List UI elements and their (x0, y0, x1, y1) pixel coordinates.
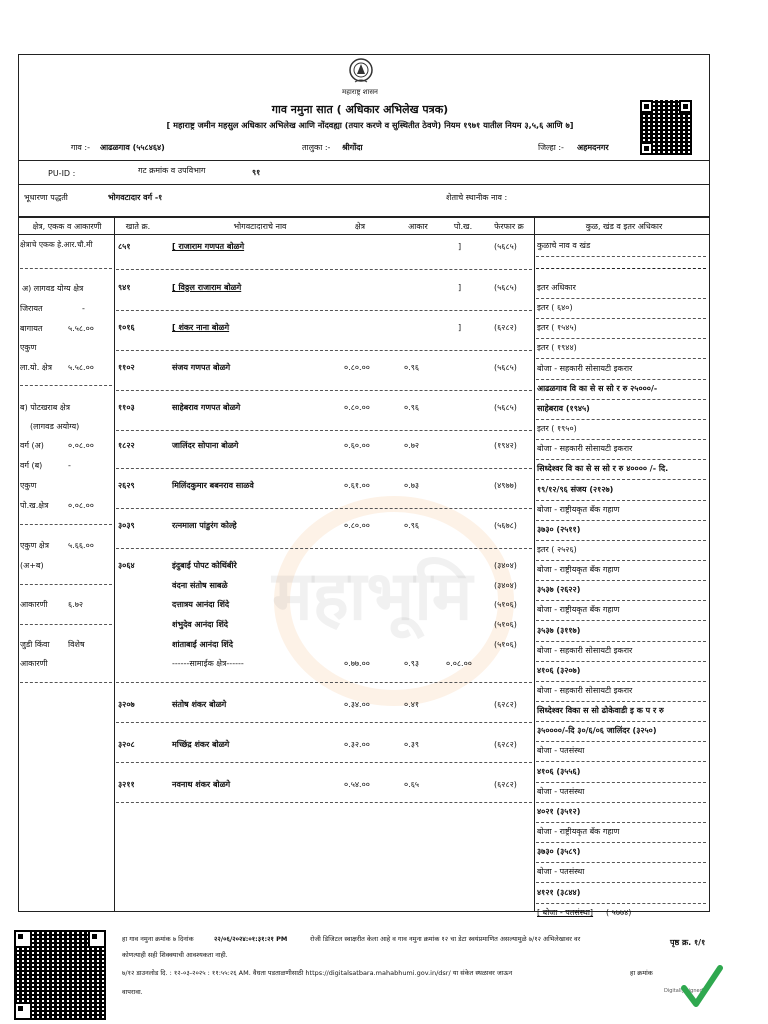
rights-entry: १९/१२/९६ संजय (२१२७) (537, 484, 614, 494)
pokh-value: ] (458, 242, 462, 251)
mutation-number: (५१०६) (494, 640, 517, 649)
area-value: ०.५४.०० (344, 780, 370, 789)
khata-number: ३२११ (118, 780, 135, 789)
signed-label: Digitally signed (664, 988, 703, 994)
rights-entry: इतर अधिकार (537, 283, 576, 292)
row-divider (116, 722, 532, 723)
rights-divider (536, 842, 706, 843)
pokh-kshetra-label: पो.ख.क्षेत्र (20, 501, 49, 510)
rights-divider (536, 338, 706, 339)
rights-entry: बोजा - राष्ट्रीयकृत बँक गहाण (537, 827, 620, 837)
rights-entry: सिध्देश्वर वि का से स सो र रु ४०००० /- दि. (537, 464, 669, 474)
mutation-number: (५६८५) (494, 403, 517, 412)
owner-name: रत्नमाला पांडुरंग कोल्हे (172, 521, 237, 530)
rights-divider (536, 620, 706, 621)
rights-entry: इतर ( २५२६) (537, 544, 577, 554)
mutation-number: (६२८२) (494, 740, 517, 749)
rights-divider (536, 822, 706, 823)
potkharab-label: ब) पोटखराब क्षेत्र (20, 403, 71, 412)
rights-divider (536, 560, 706, 561)
col-area: क्षेत्र (354, 222, 366, 231)
assessment-value: ०.७३ (404, 481, 420, 490)
rights-divider (536, 500, 706, 501)
rights-divider (536, 661, 706, 662)
pu-id-label: PU-ID : (48, 169, 76, 178)
rights-entry: बोजा - राष्ट्रीयकृत बँक गहाण (537, 565, 620, 575)
rights-entry: बोजा - सहकारी सोसायटी इकरार (537, 363, 633, 373)
pokh-value: ०.०८.०० (446, 659, 472, 668)
page-number: पृष्ठ क्र. १/१ (670, 938, 706, 947)
rights-divider (536, 439, 706, 440)
rights-entry: कुळाचे नाव व खंड (537, 241, 591, 250)
khata-number: ३२०८ (118, 740, 135, 749)
ayogya-label: (लागवड अयोग्य) (30, 422, 80, 431)
rights-divider (536, 399, 706, 400)
rights-entry: बोजा - पतसंस्था (537, 746, 585, 756)
mutation-number: (१९४२) (494, 441, 517, 450)
assessment-value: ०.९६ (404, 363, 420, 372)
row-divider (116, 310, 532, 311)
owner-name: संजय गणपत बोळगे (172, 363, 231, 372)
rights-divider (536, 379, 706, 380)
village-label: गाव :- (70, 143, 90, 152)
rights-entry: बोजा - पतसंस्था (537, 786, 585, 796)
survey-number: ९१ (252, 168, 261, 177)
jirayat-value: - (82, 304, 85, 313)
khata-number: ३०६४ (118, 561, 135, 570)
rights-entry: ३५३७ (३११७) (537, 625, 581, 635)
row-divider (116, 762, 532, 763)
assessment-value: ०.७२ (404, 441, 420, 450)
mutation-number: (६२८२) (494, 700, 517, 709)
watermark-text: महाभूमि (272, 557, 473, 636)
total-value: ५.६६.०० (68, 541, 94, 550)
rights-entry: इतर ( १५४५) (537, 323, 577, 333)
akarni2-label: आकारणी (20, 659, 48, 668)
row-divider (116, 682, 532, 683)
owner-name: वंदना संतोष साबळे (172, 581, 228, 590)
unit-label: क्षेत्राचे एकक हे.आर.चौ.मी (20, 240, 93, 249)
ekun-label: एकुण (20, 343, 37, 352)
mutation-number: (५६८५) (494, 283, 517, 292)
total-label: एकुण क्षेत्र (20, 541, 50, 550)
area-value: ०.८०.०० (344, 403, 370, 412)
district-label: जिल्हा :- (538, 143, 564, 152)
area-value: ०.८०.०० (344, 521, 370, 530)
khata-number: ११०३ (118, 403, 135, 412)
mutation-number: (५१०६) (494, 620, 517, 629)
tenure-label: भूधारणा पद्धती (24, 193, 68, 202)
pokh-value: ०.०८.०० (68, 501, 94, 510)
rights-divider (536, 520, 706, 521)
rights-entry: इतर ( १९४४) (537, 343, 577, 353)
district-value: अहमदनगर (577, 143, 609, 152)
vishesh-label: विशेष (68, 640, 85, 649)
row-divider (116, 468, 532, 469)
row-divider (116, 269, 532, 270)
mutation-number: (३४०४) (494, 581, 517, 590)
row-divider (116, 350, 532, 351)
akarni-label: आकारणी (20, 600, 48, 609)
rights-entry-last-mutation: ( ५७७४) (606, 907, 632, 917)
col-area-unit: क्षेत्र, एकक व आकारणी (32, 222, 102, 231)
rights-divider (536, 741, 706, 742)
ekun2-label: एकुण (20, 481, 37, 490)
owner-name: मच्छिंद्र शंकर बोळगे (172, 740, 230, 749)
rights-entry: ४०२१ (३५१२) (537, 806, 581, 816)
assessment-value: ०.४१ (404, 700, 420, 709)
owner-name: जालिंदर सोपाना बोळगे (172, 441, 239, 450)
gov-label: महाराष्ट्र शासन (342, 88, 378, 96)
rights-divider (536, 298, 706, 299)
area-value: ०.३२.०० (344, 740, 370, 749)
col-owner: भोगवटादाराचे नाव (233, 222, 287, 231)
owner-name: शंभुदेव आनंदा शिंदे (172, 620, 229, 629)
mutation-number: (६२८२) (494, 323, 517, 332)
row-divider (116, 802, 532, 803)
rights-divider (536, 600, 706, 601)
col-khata: खाते क्र. (125, 222, 151, 231)
row-divider (116, 508, 532, 509)
mutation-number: (५१०६) (494, 600, 517, 609)
rights-entry: इतर ( १९५०) (537, 424, 577, 434)
rights-entry: बोजा - पतसंस्था (537, 867, 585, 877)
rights-divider (536, 256, 706, 257)
taluka-label: तालुका :- (302, 143, 331, 152)
owner-name: संतोष शंकर बोळगे (172, 700, 227, 709)
footer-line3-b: हा क्रमांक (630, 969, 653, 977)
rights-entry: ३५३७ (२६२२) (537, 585, 581, 595)
rights-entry: बोजा - राष्ट्रीयकृत बँक गहाण (537, 504, 620, 514)
owner-name: साहेबराव गणपत बोळगे (172, 403, 241, 412)
mutation-number: (५६८५) (494, 363, 517, 372)
khata-number: १८२२ (118, 441, 135, 450)
bagayat-value: ५.५८.०० (68, 324, 94, 333)
khata-number: ८५१ (118, 242, 131, 251)
footer-line3: ७/१२ डाउनलोड दि. : १२-०३-२०२५ : ११:५५:२६ AM. वैधता पडताळणीसाठी https://digitalsatbara.mahabhumi.gov.in/dsr/ या संकेत स्थळावर जाऊन (122, 969, 513, 977)
rights-divider (536, 459, 706, 460)
rights-divider (536, 721, 706, 722)
varg-b-label: वर्ग (ब) (20, 461, 43, 470)
rights-entry: बोजा - सहकारी सोसायटी इकरार (537, 645, 633, 655)
khata-number: ३०३९ (118, 521, 135, 530)
rights-divider (536, 479, 706, 480)
area-value: ०.३४.०० (344, 700, 370, 709)
row-divider (116, 430, 532, 431)
rights-divider (536, 681, 706, 682)
local-name-label: शेताचे स्थानीक नाव : (446, 193, 508, 202)
row-divider (116, 390, 532, 391)
rights-entry: सिध्देश्वर विका स सो ढोकेवाडी इ क प र रु (537, 706, 664, 716)
assessment-value: ०.३९ (404, 740, 420, 749)
shared-area-label: ------सामाईक क्षेत्र------ (172, 659, 244, 668)
khata-number: ३२०७ (118, 700, 135, 709)
rights-entry: बोजा - राष्ट्रीयकृत बँक गहाण (537, 605, 620, 615)
mutation-number: (३४०४) (494, 561, 517, 570)
col-rights: कुळ, खंड व इतर अधिकार (585, 222, 663, 231)
cultivable-label: अ) लागवड योग्य क्षेत्र (22, 284, 84, 293)
col-pokh: पो.ख. (453, 222, 473, 231)
akarni-value: ६.७२ (68, 600, 84, 609)
mutation-number: (५६७८) (494, 521, 517, 530)
rights-entry-last: [ बोजा - पतसंस्था] (537, 907, 594, 917)
rights-divider (536, 782, 706, 783)
assessment-value: ०.९३ (404, 659, 420, 668)
assessment-value: ०.९६ (404, 521, 420, 530)
rights-divider (536, 802, 706, 803)
rights-entry: बोजा - सहकारी सोसायटी इकरार (537, 686, 633, 695)
taluka-value: श्रीगोंदा (342, 143, 363, 152)
footer-qr-code-icon (14, 930, 106, 1020)
owner-name: [ शंकर नाना बोळगे (172, 323, 230, 332)
area-value: ०.८०.०० (344, 363, 370, 372)
rights-divider (536, 540, 706, 541)
checkmark-icon (680, 962, 724, 1012)
village-value: आढळगाव (५५८४६४) (100, 143, 165, 152)
layo-value: ५.५८.०० (68, 363, 94, 372)
area-value: ०.६१.०० (344, 481, 370, 490)
rights-entry: ४१०६ (३२०७) (537, 665, 581, 675)
rights-divider (536, 903, 706, 904)
owner-name: [ राजाराम गणपत बोळगे (172, 242, 245, 251)
rights-divider (536, 701, 706, 702)
footer-line1-b: रोजी डिजिटल स्वाक्षरीत केला आहे व गाव नमुना क्रमांक १२ चा डेटा स्वयंप्रमाणित असल्यामुळे ७/१२ अभिलेखावर वर (310, 935, 581, 943)
rights-divider (536, 419, 706, 420)
footer-line2: कोणत्याही सही शिक्क्याची आवश्यकता नाही. (122, 951, 228, 959)
emblem-icon (348, 57, 374, 85)
rights-entry: ३५००००/-दि ३०/६/०६ जालिंदर (३२५०) (537, 726, 657, 736)
rights-entry: ३७३० (२५११) (537, 524, 581, 534)
rights-entry: ३७३० (३५८९) (537, 847, 581, 857)
assessment-value: ०.६५ (404, 780, 420, 789)
rights-entry: बोजा - सहकारी सोसायटी इकरार (537, 444, 633, 454)
khata-number: ११०२ (118, 363, 135, 372)
rights-entry: आढळगाव वि का से स सो र रु २५०००/- (537, 383, 658, 393)
bagayat-label: बागायत (20, 324, 43, 333)
tenure-value: भोगवटादार वर्ग -१ (108, 193, 163, 202)
assessment-value: ०.९६ (404, 403, 420, 412)
jirayat-label: जिरायत (20, 304, 43, 313)
rights-entry: ४१०६ (३५५६) (537, 766, 581, 776)
varg-a-value: ०.०८.०० (68, 441, 94, 450)
khata-number: ९४१ (118, 283, 131, 292)
owner-name: दत्तात्रय आनंदा शिंदे (172, 600, 230, 609)
rights-divider (536, 358, 706, 359)
rights-entry: इतर ( ६४०) (537, 303, 573, 313)
rights-divider (536, 641, 706, 642)
owner-name: [ विठ्ठल राजाराम बोळगे (172, 283, 242, 292)
rights-divider (536, 580, 706, 581)
footer-line1-a: हा गाव नमुना क्रमांक ७ दिनांक (122, 935, 194, 943)
khata-number: २६२९ (118, 481, 135, 490)
footer-line1-date: २२/०६/२०२४:०१:३१:२१ PM (214, 935, 288, 943)
khata-number: १०१६ (118, 323, 135, 332)
area-value: ०.७७.०० (344, 659, 370, 668)
area-value: ०.६०.०० (344, 441, 370, 450)
owner-name: इंदुबाई पोपट कोथिंबीरे (172, 561, 237, 570)
layo-label: ला.यो. क्षेत्र (20, 363, 52, 372)
owner-name: शांताबाई आनंदा शिंदे (172, 640, 233, 649)
page-subtitle: [ महाराष्ट्र जमीन महसुल अधिकार अभिलेख आणि नोंदवह्या (तयार करणे व सुस्थितीत ठेवणे) नियम १९७१ यातील नियम ३,५,६ आणि ७] (166, 120, 574, 130)
col-mutation: फेरफार क्र (494, 222, 524, 231)
qr-code-icon (640, 100, 692, 155)
mutation-number: (६२८२) (494, 780, 517, 789)
owner-name: मिलिंदकुमार बबनराव साळवे (172, 481, 254, 490)
rights-entry: ४१२१ (३८४४) (537, 887, 581, 897)
varg-b-value: - (68, 461, 71, 470)
footer-line4: वापरावा. (122, 988, 143, 996)
pokh-value: ] (458, 323, 462, 332)
page-title: गाव नमुना सात ( अधिकार अभिलेख पत्रक) (271, 103, 449, 116)
mutation-number: (४९७७) (494, 481, 517, 490)
col-assessment: आकार (408, 222, 428, 231)
survey-label: गट क्रमांक व उपविभाग (138, 166, 206, 175)
rights-entry: साहेबराव (१९४५) (537, 403, 590, 413)
rights-divider (536, 318, 706, 319)
ab-label: (अ+ब) (20, 561, 44, 570)
rights-divider (536, 862, 706, 863)
varg-a-label: वर्ग (अ) (20, 441, 44, 450)
row-divider (116, 548, 532, 549)
mutation-number: (५६८५) (494, 242, 517, 251)
rights-divider (536, 882, 706, 883)
judi-label: जुडी किंवा (20, 640, 50, 649)
rights-divider (536, 761, 706, 762)
owner-name: नवनाथ शंकर बोळगे (172, 780, 231, 789)
pokh-value: ] (458, 283, 462, 292)
